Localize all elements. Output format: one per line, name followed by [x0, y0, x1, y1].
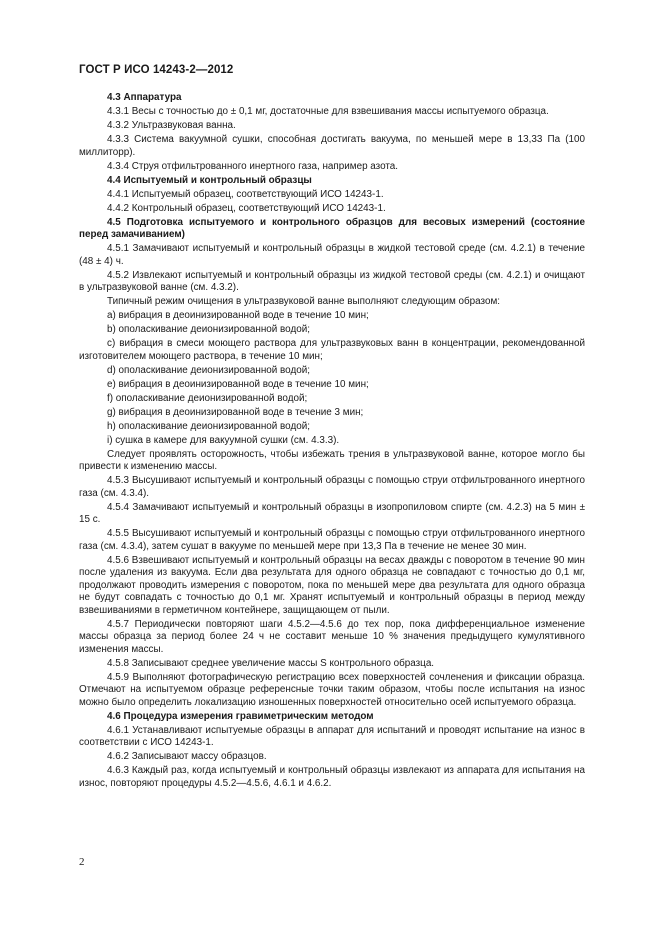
- paragraph: c) вибрация в смеси моющего раствора для ультразвуковых ванн в концентрации, рекомендованной изготовителем моющего раствора, в течение 10 мин;: [79, 338, 585, 362]
- paragraph: e) вибрация в деоинизированной воде в течение 10 мин;: [107, 378, 369, 390]
- paragraph: f) ополаскивание деионизированной водой;: [107, 392, 308, 404]
- paragraph: 4.5.5 Высушивают испытуемый и контрольный образцы с помощью струи отфильтрованного инертного газа (см. 4.3.4), затем сушат в вакууме по меньшей мере при 13,3 Па в течение не менее 30 мин.: [79, 528, 585, 552]
- paragraph: 4.6.2 Записывают массу образцов.: [107, 751, 267, 762]
- section-heading: 4.6 Процедура измерения гравиметрическим методом: [107, 710, 374, 722]
- paragraph: b) ополаскивание деионизированной водой;: [107, 324, 310, 335]
- paragraph: g) вибрация в деоинизированной воде в течение 3 мин;: [107, 406, 364, 418]
- section-heading: 4.3 Аппаратура: [107, 92, 182, 103]
- paragraph: d) ополаскивание деионизированной водой;: [107, 364, 310, 376]
- paragraph: 4.5.3 Высушивают испытуемый и контрольный образцы с помощью струи отфильтрованного инертного газа (см. 4.3.4).: [79, 475, 585, 499]
- paragraph: 4.4.1 Испытуемый образец, соответствующий ИСО 14243-1.: [107, 188, 384, 200]
- document-header: ГОСТ Р ИСО 14243-2—2012: [79, 64, 234, 76]
- paragraph: 4.3.4 Струя отфильтрованного инертного газа, например азота.: [107, 160, 399, 172]
- paragraph: Следует проявлять осторожность, чтобы избежать трения в ультразвуковой ванне, которое могло бы привести к изменению массы.: [79, 448, 585, 472]
- paragraph: 4.5.9 Выполняют фотографическую регистрацию всех поверхностей сочленения и фиксации образца. Отмечают на испытуемом образце референсные точки таким образом, чтобы после испытания на износ можно было определить локализацию изношенных поверхностей относительно осей испытуемого образца.: [79, 671, 585, 708]
- page-number: 2: [79, 856, 85, 868]
- paragraph: h) ополаскивание деионизированной водой;: [107, 420, 310, 432]
- paragraph: 4.5.4 Замачивают испытуемый и контрольный образцы в изопропиловом спирте (см. 4.2.3) на 5 мин ± 15 с.: [79, 501, 585, 525]
- section-heading: 4.5 Подготовка испытуемого и контрольного образцов для весовых измерений (состояние перед замачиванием): [79, 216, 585, 240]
- paragraph: 4.6.3 Каждый раз, когда испытуемый и контрольный образцы извлекают из аппарата для испытания на износ, повторяют процедуры 4.5.2—4.5.6, 4.6.1 и 4.6.2.: [79, 765, 585, 789]
- paragraph: 4.3.3 Система вакуумной сушки, способная достигать вакуума, по меньшей мере в 13,33 Па (100 миллиторр).: [79, 134, 585, 158]
- paragraph: Типичный режим очищения в ультразвуковой ванне выполняют следующим образом:: [107, 296, 500, 307]
- paragraph: 4.6.1 Устанавливают испытуемые образцы в аппарат для испытаний и проводят испытание на износ в соответствии с ИСО 14243-1.: [79, 724, 585, 748]
- section-heading: 4.4 Испытуемый и контрольный образцы: [107, 174, 312, 186]
- paragraph: 4.3.2 Ультразвуковая ванна.: [107, 120, 236, 131]
- paragraph: i) сушка в камере для вакуумной сушки (см. 4.3.3).: [107, 434, 340, 446]
- document-body: [79, 92, 585, 792]
- paragraph: a) вибрация в деоинизированной воде в течение 10 мин;: [107, 310, 369, 321]
- paragraph: 4.5.6 Взвешивают испытуемый и контрольный образцы на весах дважды с поворотом в течение 90 мин после удаления из вакуума. Если два результата для одного образца не совпадают с точностью до 0,1 мг, продолжают проводить измерения с поворотом, пока по меньшей мере два результата для одного образца не будут совпадать с точностью до 0,1 мг. Хранят испытуемый и контрольный образцы в период между взвешиваниями в герметичном контейнере, защищающем от пыли.: [79, 554, 585, 616]
- paragraph: 4.5.1 Замачивают испытуемый и контрольный образцы в жидкой тестовой среде (см. 4.2.1) в течение (48 ± 4) ч.: [79, 243, 585, 267]
- paragraph: 4.5.8 Записывают среднее увеличение массы S контрольного образца.: [107, 657, 435, 669]
- paragraph: 4.4.2 Контрольный образец, соответствующий ИСО 14243-1.: [107, 202, 386, 214]
- paragraph: 4.5.2 Извлекают испытуемый и контрольный образцы из жидкой тестовой среды (см. 4.2.1) и очищают в ультразвуковой ванне (см. 4.3.2).: [79, 269, 585, 293]
- paragraph: 4.5.7 Периодически повторяют шаги 4.5.2—4.5.6 до тех пор, пока дифференциальное изменение массы образца за период более 24 ч не составит меньше 10 % значения предыдущего кумулятивного изменения массы.: [79, 618, 585, 655]
- paragraph: 4.3.1 Весы с точностью до ± 0,1 мг, достаточные для взвешивания массы испытуемого образца.: [107, 106, 549, 117]
